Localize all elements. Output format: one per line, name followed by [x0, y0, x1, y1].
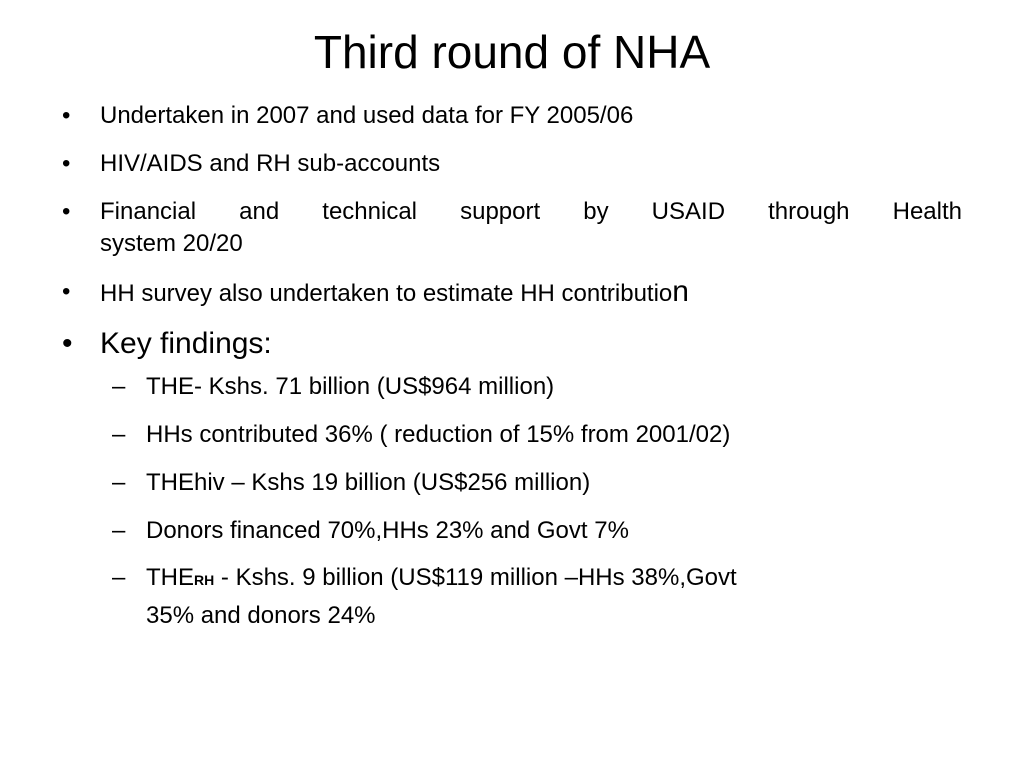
- bullet-item: [62, 196, 962, 260]
- bullet-marker: •: [62, 198, 71, 225]
- bullet-text-tail: n: [672, 275, 689, 308]
- sub-bullet-text: THE- Kshs. 71 billion (US$964 million): [146, 373, 555, 400]
- sub-bullet-item: [62, 464, 962, 502]
- sub-bullet-text: Donors financed 70%,HHs 23% and Govt 7%: [146, 517, 629, 544]
- bullet-text-line: system 20/20: [100, 230, 243, 257]
- bullet-text: Key findings:: [100, 327, 272, 360]
- dash-marker: –: [112, 373, 126, 400]
- bullet-marker: •: [62, 102, 71, 129]
- bullet-text-line: Financial and technical support by USAID through Health: [100, 198, 962, 225]
- bullet-item: [62, 276, 962, 310]
- sub-bullet-item: [62, 368, 962, 406]
- dash-marker: –: [112, 517, 126, 544]
- slide-title: Third round of NHA: [313, 26, 711, 78]
- bullet-item: [62, 326, 962, 362]
- sub-bullet-text: - Kshs. 9 billion (US$119 million –HHs 38%,Govt: [214, 564, 737, 591]
- bullet-list: [62, 100, 962, 634]
- rh-subscript: RH: [194, 572, 215, 588]
- sub-bullet-item: [62, 416, 962, 454]
- bullet-text: HIV/AIDS and RH sub-accounts: [100, 150, 441, 177]
- sub-bullet-text: THEhiv – Kshs 19 billion (US$256 million): [146, 469, 591, 496]
- sub-bullet-text: THE: [146, 564, 194, 591]
- bullet-item: [62, 100, 962, 132]
- bullet-item: [62, 148, 962, 180]
- dash-marker: –: [112, 564, 126, 591]
- sub-bullet-item: [62, 560, 962, 634]
- bullet-text: Undertaken in 2007 and used data for FY 2005/06: [100, 102, 634, 129]
- bullet-marker: •: [62, 327, 73, 360]
- sub-bullet-item: [62, 512, 962, 550]
- bullet-marker: •: [62, 278, 71, 305]
- bullet-text: HH survey also undertaken to estimate HH contributio: [100, 280, 673, 307]
- sub-bullet-text-line: [146, 560, 962, 598]
- dash-marker: –: [112, 469, 126, 496]
- dash-marker: –: [112, 421, 126, 448]
- sub-bullet-text: HHs contributed 36% ( reduction of 15% from 2001/02): [146, 421, 731, 448]
- sub-bullet-text-line: 35% and donors 24%: [146, 602, 376, 629]
- bullet-marker: •: [62, 150, 71, 177]
